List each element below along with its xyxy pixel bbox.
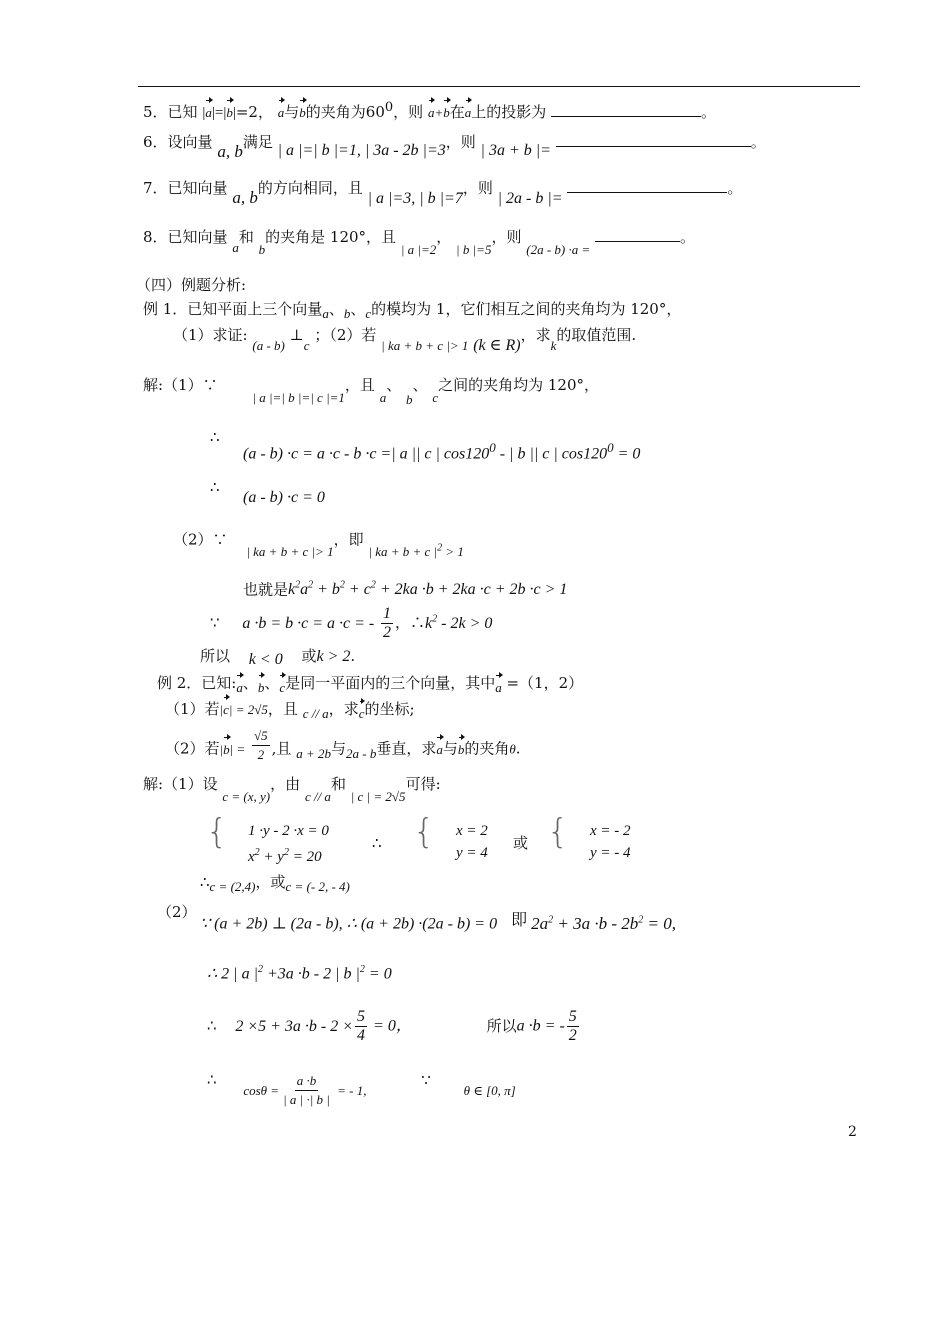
answer-blank-6[interactable] xyxy=(556,134,751,147)
example-2-q2: （2）若|b| = $\frac{√5}{2}$ ,且 a + 2b与2a - b垂直，求a与b的夹角θ. xyxy=(165,728,521,762)
or-text: 或 xyxy=(513,834,529,852)
ex1-eq-1: (a - b) ·c = a ·c - b ·c =| a || c | $\cos 120^0$ - | b || c | $\cos 120^0 = 0$ xyxy=(243,440,641,463)
example-1-statement: 例 1．已知平面上三个向量a、b、c的模均为 1，它们相互之间的夹角均为 120°， xyxy=(143,300,682,321)
ex1-conclusion: 所以 k < 0 或k > 2. xyxy=(200,647,356,668)
system-brace-1: { xyxy=(206,812,228,852)
problem-7: 7．已知向量 a, b的方向相同，且 | a |=3, | b |=7，则 | 2a - b |= 。 xyxy=(143,179,743,207)
example-2-statement: 例 2．已知:a、b、c是同一平面内的三个向量，其中a =（1，2） xyxy=(157,673,583,694)
example-2-q1: （1）若|c| = 2√5，且 c // a，求c的坐标; xyxy=(165,699,415,720)
system-brace-3: { xyxy=(547,812,569,852)
problem-6: 6．设向量 a, b满足 | a |=| b |=1, | 3a - 2b |=3，则 | 3a + b |= 。 xyxy=(143,133,766,161)
ex1-eq-2: (a - b) ·c = 0 xyxy=(243,489,325,506)
therefore-3: ∴ xyxy=(372,834,382,852)
ex1-part2: （2）∵ | ka + b + c |> 1，即 | ka + b + c $|^2 > 1$ xyxy=(173,530,464,560)
system-1: 1 ·y - 2 ·x = 0 $x^2 + y^2 = 20$ xyxy=(248,823,329,865)
ex2-solution-line1: 解:（1）设 c = (x, y)，由 c // a和 | c | = 2√5可得: xyxy=(143,775,441,804)
answer-blank-8[interactable] xyxy=(595,229,680,242)
answer-blank-7[interactable] xyxy=(567,180,727,193)
ex2-cos-eq: ∴ cosθ = $\frac{a \cdot b}{| a | \cdot| b |}$ = - 1, ∵ θ ∈ [0, π] xyxy=(207,1070,516,1107)
problem-8: 8．已知向量 a和 b的夹角是 120°，且 | a |=2， | b |=5，则 (2a - b) ·a = 。 xyxy=(143,228,696,257)
page-number: 2 xyxy=(848,1124,857,1140)
system-3: x = - 2 y = - 4 xyxy=(590,823,631,861)
ex1-solution-line1: 解:（1）∵ | a |=| b |=| c |=1，且 a、 b、 c之间的夹角均为 120°， xyxy=(143,376,599,407)
ex2-sub-eq: ∴ 2 ×5 + 3a ·b - 2 × $\frac{5}{4}$ = 0， 所以a ·b = - $\frac{5}{2}$ xyxy=(207,1008,577,1044)
ex1-dot-products: ∵ a ·b = b ·c = a ·c = - $\frac{1}{2}$ ，$\therefore k^2 - 2k > 0$ xyxy=(210,605,493,641)
therefore-1: ∴ xyxy=(210,428,220,446)
ex2-part2-label: （2） xyxy=(157,903,197,921)
ex1-expand: 也就是$k^2a^2 + b^2 + c^2 + 2ka \cdot b + 2ka \cdot c + 2b \cdot c > 1$ xyxy=(243,580,568,599)
section-heading: （四）例题分析: xyxy=(136,276,247,294)
header-rule xyxy=(138,86,860,87)
ex2-part2-eq: ∵ (a + 2b) ⊥ (2a - b), ∴ (a + 2b) ·(2a - b) = 0 即 $2a^2 + 3a \cdot b - 2b^2 = 0$, xyxy=(200,911,676,933)
ex2-result-1: ∴c = (2,4)，或c = (- 2, - 4) xyxy=(200,873,350,894)
system-2: x = 2 y = 4 xyxy=(456,823,488,861)
answer-blank-5[interactable] xyxy=(551,104,701,117)
therefore-2: ∴ xyxy=(210,478,220,496)
ex2-mod-eq: ∴ 2 | a $|^2 +3a \cdot b - 2$ | b $|^2 = 0$ xyxy=(207,964,392,983)
system-brace-2: { xyxy=(413,812,435,852)
problem-5: 5．已知 |a|=|b|=2， a与b的夹角为$60^0$，则 a+b在a上的投影为 。 xyxy=(143,100,717,121)
example-1-questions: （1）求证: (a - b) ⊥c ；（2）若 | ka + b + c |> 1 (k ∈ R)，求k的取值范围. xyxy=(173,326,637,354)
